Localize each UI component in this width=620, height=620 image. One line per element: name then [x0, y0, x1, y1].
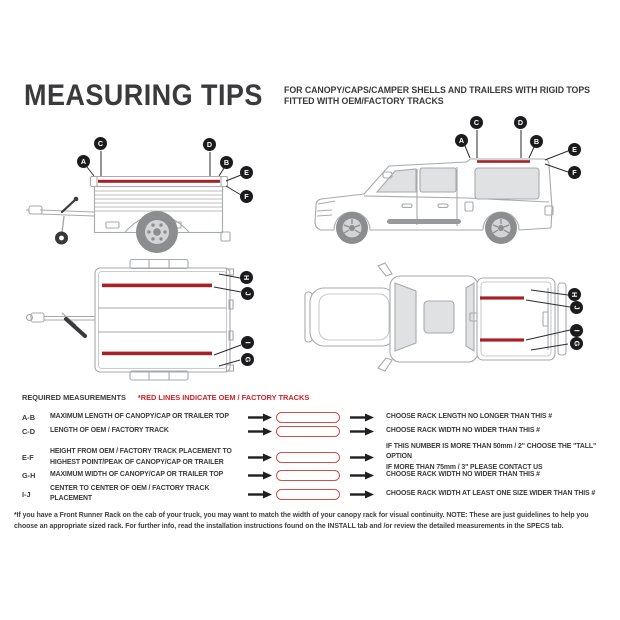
- truck-side-label-f: F: [568, 166, 581, 179]
- subtitle-line-1: FOR CANOPY/CAPS/CAMPER SHELLS AND TRAILERS WITH RIGID TOPS: [284, 85, 590, 95]
- row-guidance: CHOOSE RACK WIDTH NO WIDER THAN THIS #: [386, 471, 540, 479]
- trailer-side-label-a: A: [77, 155, 90, 168]
- required-measurements-heading: REQUIRED MEASUREMENTS: [22, 393, 126, 402]
- page-title: MEASURING TIPS: [24, 79, 263, 112]
- canopy-window: [475, 168, 539, 199]
- row-key: C-D: [22, 427, 35, 436]
- side-mirror-left: [378, 263, 392, 276]
- arrow-right-icon: [248, 490, 276, 499]
- truck-side-label-e: E: [568, 143, 581, 156]
- truck-top-label-i: I: [570, 324, 583, 337]
- trailer-side-label-e: E: [240, 166, 253, 179]
- jockey-handle: [66, 319, 85, 336]
- measurement-row-ef: [22, 442, 608, 473]
- arrow-right-icon: [350, 427, 386, 436]
- truck-wheels: [336, 212, 517, 244]
- row-description: MAXIMUM WIDTH OF CANOPY/CAP OR TRAILER TOP: [50, 471, 224, 479]
- oem-track-line: [477, 160, 530, 163]
- handbrake-lever: [62, 200, 75, 212]
- arrow-right-icon: [350, 453, 386, 462]
- row-description: LENGTH OF OEM / FACTORY TRACK: [50, 427, 169, 435]
- arrow-right-icon: [248, 453, 276, 462]
- trailer-top-label-i: I: [241, 336, 254, 349]
- oem-track-line-left: [480, 296, 524, 299]
- row-description: HEIGHT FROM OEM / FACTORY TRACK PLACEMENT TO: [50, 448, 232, 456]
- measurement-field: [276, 489, 340, 500]
- measurement-field: [276, 452, 340, 463]
- measurement-row-cd: [22, 426, 608, 437]
- trailer-drawbar: [40, 210, 94, 216]
- arrow-right-icon: [248, 427, 276, 436]
- trailer-side-label-f: F: [240, 190, 253, 203]
- step-bar: [387, 219, 461, 224]
- row-guidance: CHOOSE RACK WIDTH NO WIDER THAN THIS #: [386, 427, 540, 435]
- row-description: MAXIMUM LENGTH OF CANOPY/CAP OR TRAILER TOP: [50, 413, 229, 421]
- footnote: *If you have a Front Runner Rack on the cab of your truck, you may want to match the width of your canopy rack for visual continuity. NOTE: These are just guidelines to help you choose an appropriate sized rack. For further info, read the installation instructions found on the INSTALL tab and /or review the detailed measurements in the SPECS tab.: [14, 512, 589, 530]
- truck-side-view-drawing: [305, 112, 617, 250]
- oem-track-line-right: [102, 352, 212, 356]
- truck-top-view-drawing: [300, 256, 618, 394]
- trailer-top-label-g: G: [241, 353, 254, 366]
- subtitle-line-2: FITTED WITH OEM/FACTORY TRACKS: [284, 95, 444, 106]
- truck-side-label-b: B: [530, 135, 543, 148]
- measurement-row-ij: [22, 484, 608, 505]
- arrow-right-icon: [350, 490, 386, 499]
- row-key: A-B: [22, 413, 35, 422]
- arrow-right-icon: [350, 413, 386, 422]
- row-key: G-H: [22, 471, 36, 480]
- measurements-header: [22, 393, 309, 402]
- oem-track-line: [98, 180, 220, 183]
- red-lines-note: *RED LINES INDICATE OEM / FACTORY TRACKS: [137, 393, 310, 402]
- measurement-row-gh: [22, 470, 608, 481]
- trailer-wheel: [136, 211, 178, 253]
- row-guidance: CHOOSE RACK WIDTH AT LEAST ONE SIZE WIDER THAN THIS #: [386, 490, 596, 498]
- measurement-field: [276, 426, 340, 437]
- row-guidance: IF THIS NUMBER IS MORE THAN 50mm / 2" CHOOSE THE "TALL" OPTION: [386, 443, 597, 461]
- row-guidance: CHOOSE RACK LENGTH NO LONGER THAN THIS #: [386, 413, 552, 421]
- truck-side-label-c: C: [470, 116, 483, 129]
- row-description: CENTER TO CENTER OF OEM / FACTORY TRACK PLACEMENT: [50, 485, 210, 503]
- trailer-top-label-j: J: [241, 287, 254, 300]
- trailer-top-view-drawing: [18, 256, 270, 392]
- truck-side-label-d: D: [514, 116, 527, 129]
- measurement-field: [276, 470, 340, 481]
- oem-track-line-left: [102, 284, 212, 288]
- row-key: I-J: [22, 489, 31, 499]
- sunroof: [424, 301, 454, 333]
- trailer-fender-top: [130, 260, 188, 269]
- oem-track-line-right: [480, 338, 524, 341]
- trailer-side-label-b: B: [220, 156, 233, 169]
- measurement-row-ab: [22, 412, 608, 423]
- arrow-right-icon: [248, 471, 276, 480]
- measurement-field: [276, 412, 340, 423]
- row-guidance-line2: IF MORE THAN 75mm / 3" PLEASE CONTACT US: [386, 463, 543, 471]
- trailer-side-label-c: C: [94, 137, 107, 150]
- row-key: E-F: [22, 453, 34, 463]
- windshield: [395, 283, 416, 351]
- arrow-right-icon: [248, 413, 276, 422]
- leader-lines: [465, 130, 568, 172]
- side-mirror-right: [378, 358, 392, 371]
- truck-top-label-h: H: [568, 288, 581, 301]
- arrow-right-icon: [350, 471, 386, 480]
- row-description-line2: HIGHEST POINT/PEAK OF CANOPY/CAP OR TRAILER: [50, 458, 224, 466]
- trailer-top-label-h: H: [240, 271, 253, 284]
- truck-top-label-j: J: [570, 301, 583, 314]
- trailer-side-label-d: D: [203, 138, 216, 151]
- page-subtitle: [284, 85, 616, 107]
- truck-top-label-g: G: [570, 337, 583, 350]
- truck-side-label-a: A: [455, 134, 468, 147]
